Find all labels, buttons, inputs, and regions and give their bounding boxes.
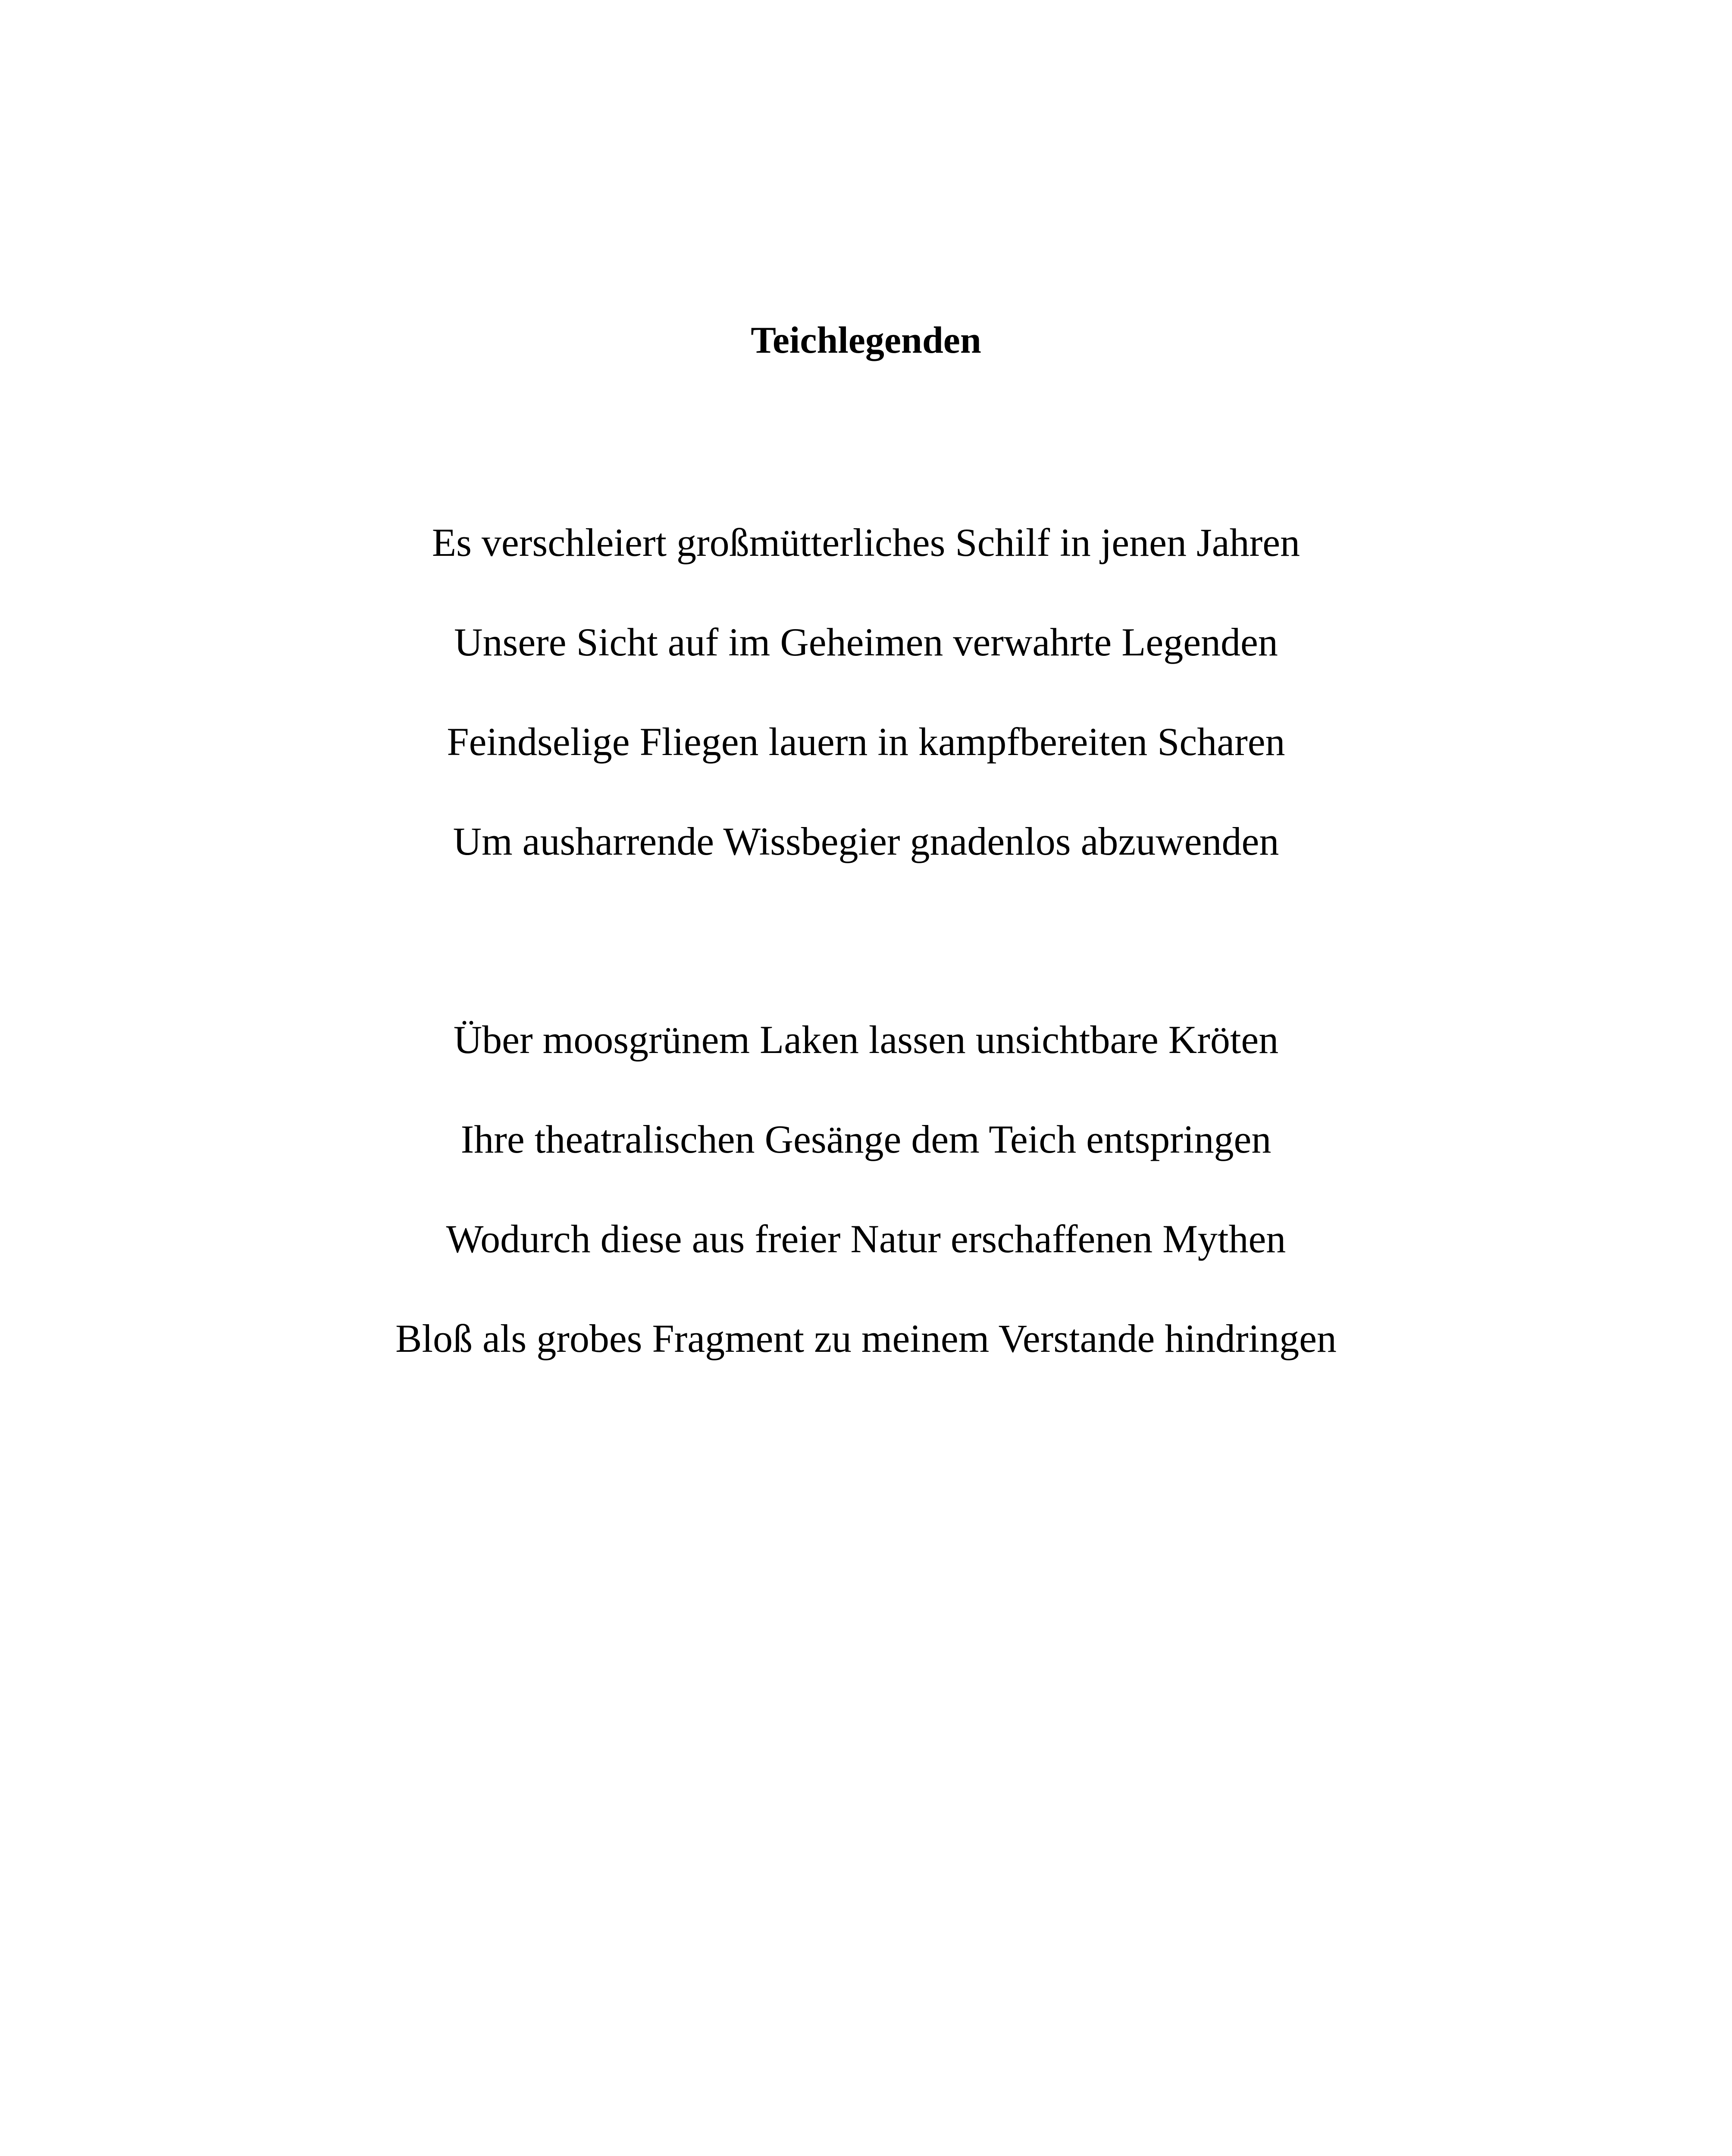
poem-line: Feindselige Fliegen lauern in kampfbereiten Scharen: [447, 720, 1285, 764]
poem-title: Teichlegenden: [751, 320, 981, 361]
poem-line: Unsere Sicht auf im Geheimen verwahrte Legenden: [454, 620, 1278, 664]
poem-line: Ihre theatralischen Gesänge dem Teich entspringen: [460, 1117, 1272, 1161]
poem-line: Es verschleiert großmütterliches Schilf in jenen Jahren: [432, 520, 1300, 564]
poem-line: Über moosgrünem Laken lassen unsichtbare Kröten: [453, 1018, 1279, 1062]
poem-line: Bloß als grobes Fragment zu meinem Verstande hindringen: [395, 1316, 1337, 1360]
poem-line: Um ausharrende Wissbegier gnadenlos abzuwenden: [453, 819, 1279, 863]
poem-line: Wodurch diese aus freier Natur erschaffenen Mythen: [446, 1217, 1286, 1261]
stanza-2: [0, 1016, 1732, 1414]
stanza-1: [0, 519, 1732, 917]
